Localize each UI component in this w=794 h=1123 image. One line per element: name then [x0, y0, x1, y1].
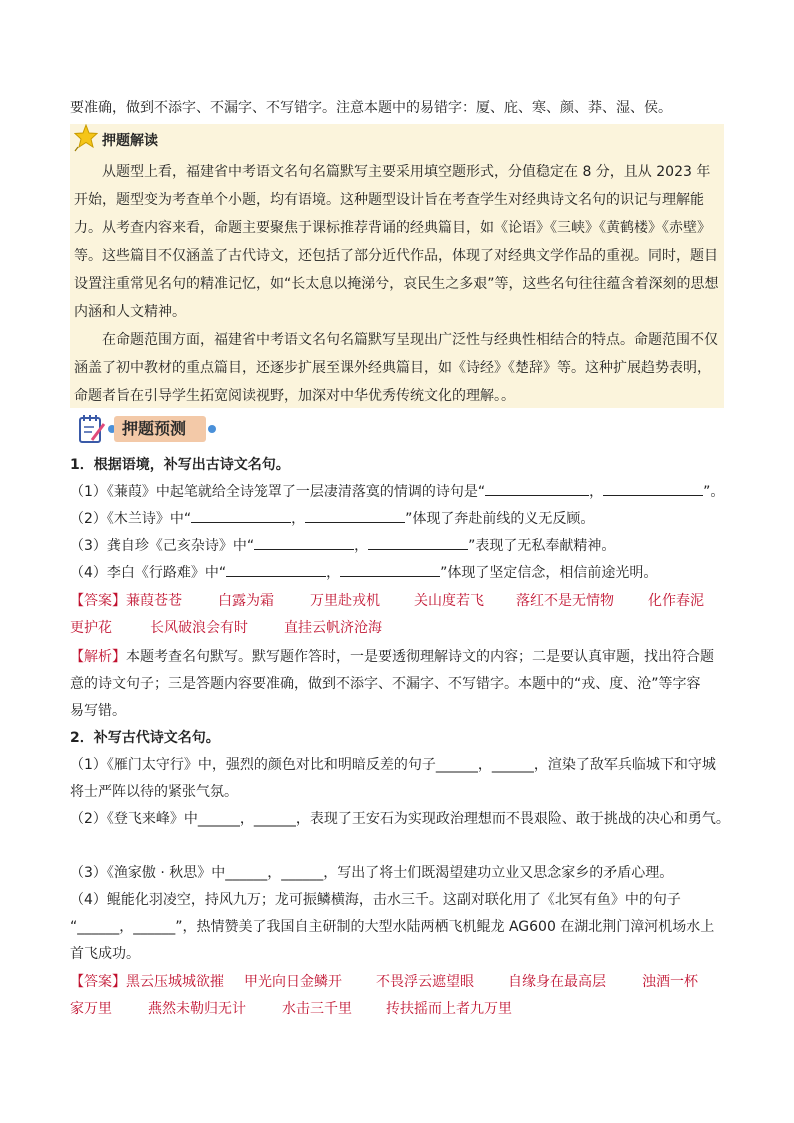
- q2-answer-line-2: [70, 996, 512, 1022]
- q1-analysis-line-2: 意的诗文句子；三是答题内容要准确，做到不添字、不漏字、不写错字。本题中的“戎、度、沧”等字容: [70, 676, 701, 692]
- dot-decoration: [208, 425, 216, 433]
- answer-item: 自缘身在最高层: [508, 974, 606, 990]
- notebook-icon: [78, 414, 106, 444]
- answer-label: 【答案】: [70, 593, 126, 609]
- blank-field[interactable]: [368, 533, 468, 550]
- top-text-line: 要准确，做到不添字、不漏字、不写错字。注意本题中的易错字：厦、庇、寒、颜、莽、湿、侯。: [70, 100, 672, 116]
- q2-line-7: 首飞成功。: [70, 946, 140, 962]
- analysis-title: 押题解读: [102, 133, 158, 149]
- q2-line-3: （2）《登飞来峰》中______，______，表现了王安石为实现政治理想而不畏艰险、敢于挑战的决心和勇气。: [70, 811, 730, 827]
- answer-item: 万里赴戎机: [310, 593, 380, 609]
- q2-line-5: （4）鲲能化羽凌空，持风九万；龙可振鳞横海，击水三千。这副对联化用了《北冥有鱼》中的句子: [70, 892, 681, 908]
- star-icon: [74, 124, 98, 152]
- q2-line-2: 将士严阵以待的紧张气氛。: [70, 784, 238, 800]
- answer-item: 家万里: [70, 1001, 112, 1017]
- answer-item: 不畏浮云遮望眼: [376, 974, 474, 990]
- q1-answer-line-2: [70, 615, 382, 641]
- q1-stem: 1．根据语境，补写出古诗文名句。: [70, 457, 290, 473]
- q2-stem: 2．补写古代诗文名句。: [70, 730, 220, 746]
- answer-item: 直挂云帆济沧海: [284, 620, 382, 636]
- analysis-box: [70, 124, 724, 408]
- answer-item: 水击三千里: [282, 1001, 352, 1017]
- blank-field[interactable]: [254, 533, 354, 550]
- q2-line-1: （1）《雁门太守行》中，强烈的颜色对比和明暗反差的句子______，______，渲染了敌军兵临城下和守城: [70, 757, 716, 773]
- answer-item: 关山度若飞: [414, 593, 484, 609]
- answer-item: 更护花: [70, 620, 112, 636]
- prediction-badge: [114, 416, 206, 442]
- q2-line-4: （3）《渔家傲 · 秋思》中______，______，写出了将士们既渴望建功立业又思念家乡的矛盾心理。: [70, 865, 674, 881]
- answer-label: 【答案】: [70, 974, 126, 990]
- answer-item: 燕然未勒归无计: [148, 1001, 246, 1017]
- blank-field[interactable]: [340, 560, 440, 577]
- prediction-title: 押题预测: [122, 419, 187, 438]
- analysis-paragraph-2: 从考查内容来看，命题主要聚焦于课标推荐背诵的经典篇目，如《论语》《三峡》《黄鹤楼》《赤壁》等。这些篇目不仅涵盖了古代诗文，还包括了部分近代作品，体现了对经典文学作品的重视。同时，题目设置注重常见名句的精准记忆，如“长太息以掩涕兮，哀民生之多艰”等，这些名句往往蕴含着深刻的思想内涵和人文精神。: [74, 220, 719, 320]
- answer-item: 黑云压城城欲摧: [126, 974, 224, 990]
- answer-item: 落红不是无情物: [516, 593, 614, 609]
- blank-field[interactable]: [603, 479, 703, 496]
- q1-analysis-line-3: 易写错。: [70, 703, 126, 719]
- answer-item: 抟扶摇而上者九万里: [386, 1001, 512, 1017]
- answer-item: 长风破浪会有时: [150, 620, 248, 636]
- analysis-label: 【解析】: [70, 649, 126, 665]
- analysis-paragraph-3: 在命题范围方面，福建省中考语文名句名篇默写呈现出广泛性与经典性相结合的特点。命题范围不仅涵盖了初中教材的重点篇目，还逐步扩展至课外经典篇目，如《诗经》《楚辞》等。这种扩展趋势表明，命题者旨在引导学生拓宽阅读视野，加深对中华优秀传统文化的理解。。: [74, 332, 718, 404]
- answer-item: 化作春泥: [648, 593, 704, 609]
- q1-answer-line-1: [70, 588, 704, 614]
- q2-answer-line-1: [70, 969, 698, 995]
- answer-item: 浊酒一杯: [642, 974, 698, 990]
- q2-line-6: “______，______”，热情赞美了我国自主研制的大型水陆两栖飞机鲲龙 AG600 在湖北荆门漳河机场水上: [70, 919, 715, 935]
- q1-analysis-line-1: 【解析】本题考查名句默写。默写题作答时，一是要透彻理解诗文的内容；二是要认真审题，找出符合题: [70, 649, 714, 665]
- answer-item: 甲光向日金鳞开: [244, 974, 342, 990]
- q1-item-4: （4）李白《行路难》中“ ， ”体现了坚定信念，相信前途光明。: [70, 560, 657, 586]
- q1-item-2: （2）《木兰诗》中“ ， ”体现了奔赴前线的义无反顾。: [70, 506, 594, 532]
- blank-field[interactable]: [226, 560, 326, 577]
- answer-item: 蒹葭苍苍: [126, 593, 182, 609]
- q1-item-3: （3）龚自珍《己亥杂诗》中“ ， ”表现了无私奉献精神。: [70, 533, 615, 559]
- q1-item-1: （1）《蒹葭》中起笔就给全诗笼罩了一层凄清落寞的情调的诗句是“ ， ”。: [70, 479, 724, 505]
- blank-field[interactable]: [191, 506, 291, 523]
- analysis-paragraph-1: 从题型上看，福建省中考语文名句名篇默写主要采用填空题形式，分值稳定在 8 分，且从 2023 年开始，题型变为考查单个小题，均有语境。这种题型设计旨在考查学生对经典诗文名句的识记与理解能力。: [74, 164, 711, 236]
- blank-field[interactable]: [305, 506, 405, 523]
- answer-item: 白露为霜: [218, 593, 274, 609]
- blank-field[interactable]: [485, 479, 589, 496]
